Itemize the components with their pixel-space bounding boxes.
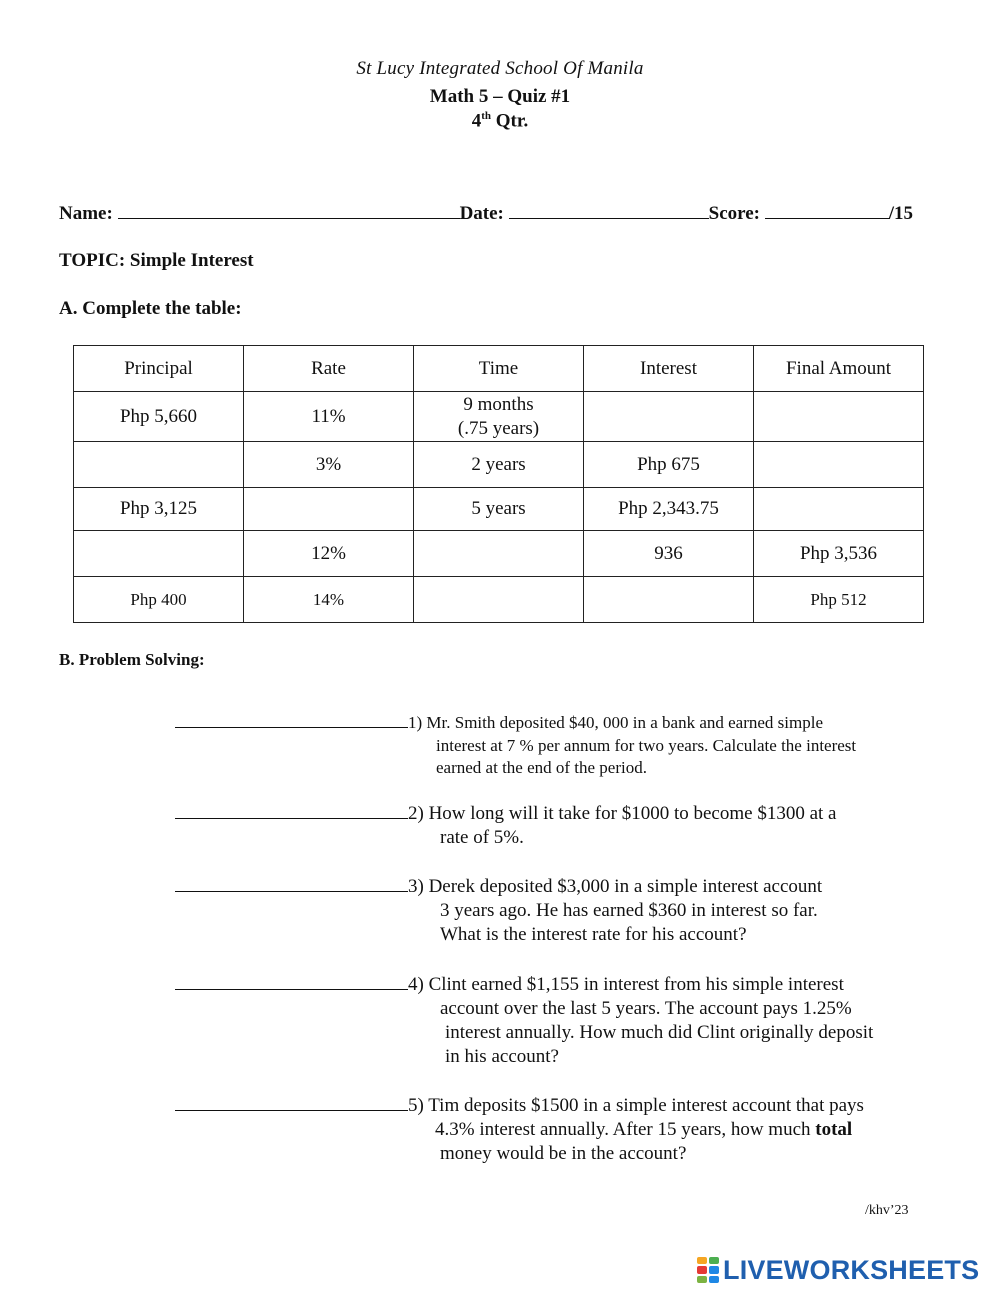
table-cell: 936 — [584, 531, 754, 577]
logo-square — [709, 1276, 719, 1283]
logo-square — [709, 1266, 719, 1273]
name-field[interactable] — [118, 202, 460, 219]
answer-blank-2[interactable] — [175, 803, 408, 819]
logo-square — [697, 1257, 707, 1264]
column-header: Final Amount — [754, 346, 924, 392]
answer-blank-3[interactable] — [175, 876, 408, 892]
score-field[interactable] — [765, 202, 889, 219]
student-info-row — [59, 202, 939, 225]
table-row — [74, 442, 924, 488]
table-cell: 14% — [244, 577, 414, 623]
answer-blank-4[interactable] — [175, 974, 408, 990]
table-row — [74, 531, 924, 577]
table-cell: Php 400 — [74, 577, 244, 623]
question-3: 3) Derek deposited $3,000 in a simple interest account 3 years ago. He has earned $360 in interest so far. What is the interest rate for his account? — [175, 875, 945, 947]
topic-heading: TOPIC: Simple Interest — [59, 250, 254, 271]
logo-square — [697, 1266, 707, 1273]
table-cell-blank[interactable] — [414, 531, 584, 577]
table-cell: Php 3,125 — [74, 488, 244, 531]
table-row — [74, 488, 924, 531]
table-cell: Php 675 — [584, 442, 754, 488]
question-1: 1) Mr. Smith deposited $40, 000 in a bank and earned simple interest at 7 % per annum for two years. Calculate the interest earned at the end of the period. — [175, 712, 945, 780]
table-cell-blank[interactable] — [754, 442, 924, 488]
score-label: Score: — [708, 203, 760, 224]
table-cell: Php 2,343.75 — [584, 488, 754, 531]
table-cell-blank[interactable] — [414, 577, 584, 623]
table-cell: 2 years — [414, 442, 584, 488]
date-field[interactable] — [509, 202, 709, 219]
table-cell: 12% — [244, 531, 414, 577]
table-cell: Php 512 — [754, 577, 924, 623]
logo-square — [697, 1276, 707, 1283]
table-cell: 3% — [244, 442, 414, 488]
interest-table — [73, 345, 924, 623]
question-5: 5) Tim deposits $1500 in a simple interest account that pays 4.3% interest annually. After 15 years, how much total money would be in the account? — [175, 1094, 945, 1166]
table-cell-blank[interactable] — [754, 488, 924, 531]
score-total: /15 — [888, 203, 914, 224]
table-cell-blank[interactable] — [244, 488, 414, 531]
school-name: St Lucy Integrated School Of Manila — [356, 58, 644, 79]
table-cell-blank[interactable] — [754, 392, 924, 442]
table-row — [74, 392, 924, 442]
column-header: Principal — [74, 346, 244, 392]
section-a-title: A. Complete the table: — [59, 298, 242, 319]
author-credit: /khv’23 — [865, 1203, 909, 1218]
table-cell: Php 5,660 — [74, 392, 244, 442]
question-4: 4) Clint earned $1,155 in interest from his simple interest account over the last 5 years. The account pays 1.25% interest annually. How much did Clint originally deposit in his account? — [175, 973, 945, 1069]
table-row — [74, 577, 924, 623]
liveworksheets-logo[interactable] — [697, 1255, 979, 1285]
answer-blank-5[interactable] — [175, 1095, 408, 1111]
table-cell-blank[interactable] — [584, 392, 754, 442]
question-2: 2) How long will it take for $1000 to become $1300 at a rate of 5%. — [175, 802, 945, 850]
table-cell-blank[interactable] — [74, 442, 244, 488]
table-cell: 9 months (.75 years) — [414, 392, 584, 442]
quiz-title: Math 5 – Quiz #1 — [429, 86, 571, 107]
column-header: Rate — [244, 346, 414, 392]
table-cell: Php 3,536 — [754, 531, 924, 577]
name-label: Name: — [59, 203, 113, 224]
logo-square — [709, 1257, 719, 1264]
table-header-row — [74, 346, 924, 392]
logo-icon — [697, 1257, 719, 1283]
table-cell: 11% — [244, 392, 414, 442]
answer-blank-1[interactable] — [175, 712, 408, 728]
column-header: Interest — [584, 346, 754, 392]
quarter-label: 4th Qtr. — [471, 110, 529, 132]
table-cell: 5 years — [414, 488, 584, 531]
table-cell-blank[interactable] — [584, 577, 754, 623]
column-header: Time — [414, 346, 584, 392]
section-b-title: B. Problem Solving: — [59, 650, 205, 669]
date-label: Date: — [459, 203, 504, 224]
table-cell-blank[interactable] — [74, 531, 244, 577]
brand-name: LIVEWORKSHEETS — [723, 1254, 980, 1285]
